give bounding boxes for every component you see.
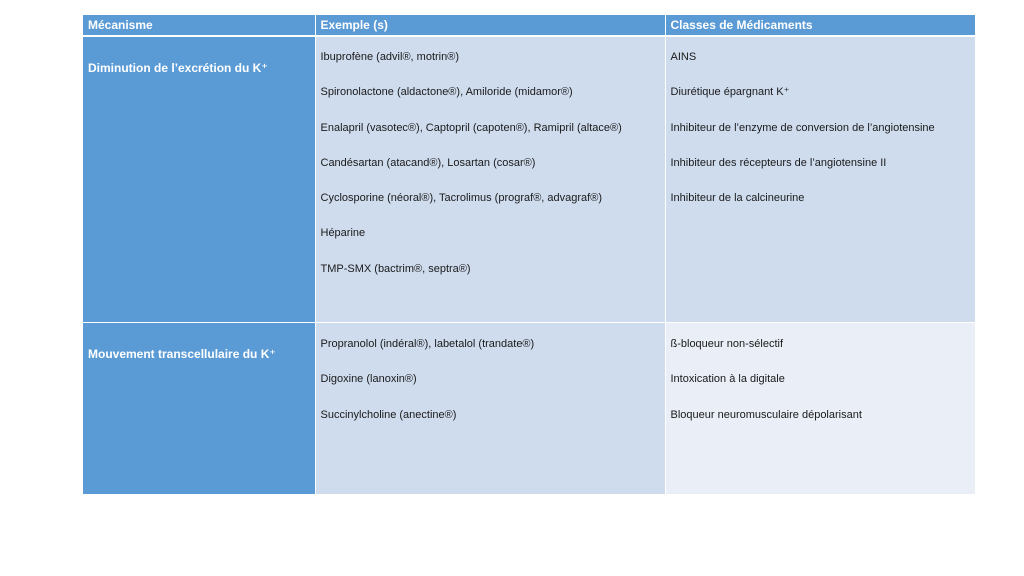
list-item: Ibuprofène (advil®, motrin®) bbox=[320, 51, 459, 63]
list-item: Propranolol (indéral®), labetalol (trandate®) bbox=[320, 338, 535, 350]
list-item: Digoxine (lanoxin®) bbox=[320, 373, 417, 386]
list-item: TMP-SMX (bactrim®, septra®) bbox=[320, 262, 471, 275]
table-row bbox=[83, 36, 975, 323]
list-item: Inhibiteur de la calcineurine bbox=[670, 192, 805, 205]
list-item: Enalapril (vasotec®), Captopril (capoten®), Ramipril (altace®) bbox=[320, 121, 622, 134]
list-item: ß-bloqueur non-sélectif bbox=[670, 338, 784, 350]
classes-cell bbox=[665, 323, 975, 495]
list-item: Inhibiteur des récepteurs de l’angiotensine II bbox=[670, 156, 887, 169]
classes-list bbox=[666, 37, 975, 227]
classes-list bbox=[666, 323, 975, 444]
list-item: Inhibiteur de l’enzyme de conversion de l’angiotensine bbox=[670, 121, 935, 134]
list-item: Intoxication à la digitale bbox=[670, 373, 785, 386]
list-item: Diurétique épargnant K⁺ bbox=[670, 86, 790, 99]
list-item: Spironolactone (aldactone®), Amiloride (midamor®) bbox=[320, 86, 573, 99]
header-classes: Classes de Médicaments bbox=[665, 15, 975, 36]
examples-cell bbox=[315, 36, 665, 323]
mechanism-cell: Diminution de l’excrétion du K⁺ bbox=[83, 36, 315, 323]
examples-list bbox=[316, 323, 665, 444]
examples-cell bbox=[315, 323, 665, 495]
list-item: Succinylcholine (anectine®) bbox=[320, 408, 457, 421]
list-item: AINS bbox=[670, 51, 697, 63]
examples-list bbox=[316, 37, 665, 298]
table-row bbox=[83, 323, 975, 495]
header-row bbox=[83, 15, 975, 36]
list-item: Bloqueur neuromusculaire dépolarisant bbox=[670, 408, 862, 421]
header-mechanism: Mécanisme bbox=[83, 15, 315, 36]
drug-mechanism-table bbox=[83, 15, 976, 494]
list-item: Candésartan (atacand®), Losartan (cosar®) bbox=[320, 156, 536, 169]
mechanism-cell: Mouvement transcellulaire du K⁺ bbox=[83, 323, 315, 495]
header-example: Exemple (s) bbox=[315, 15, 665, 36]
classes-cell bbox=[665, 36, 975, 323]
list-item: Cyclosporine (néoral®), Tacrolimus (prograf®, advagraf®) bbox=[320, 192, 602, 205]
list-item: Héparine bbox=[320, 227, 366, 240]
